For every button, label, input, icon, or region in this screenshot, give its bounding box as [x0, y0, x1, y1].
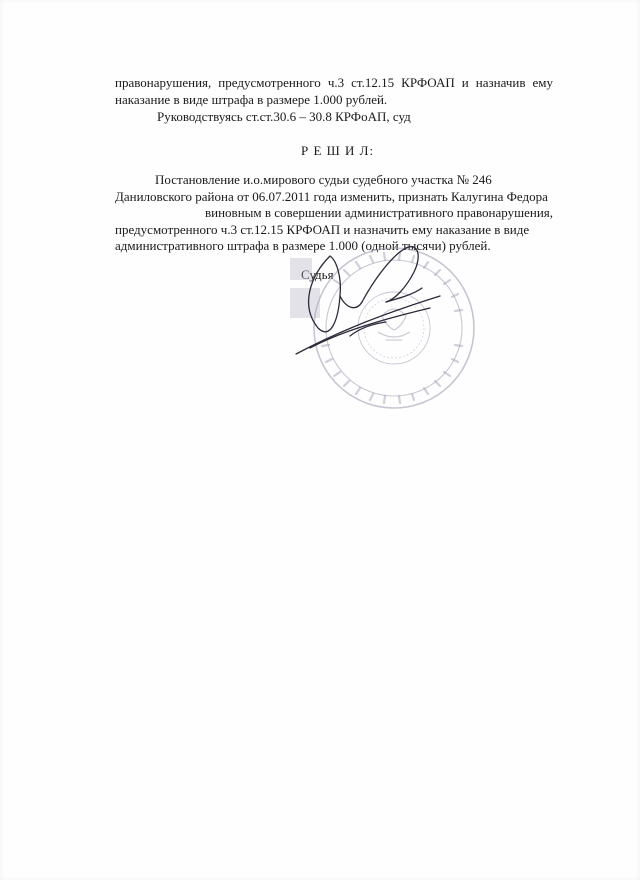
para1-line1: правонарушения, предусмотренного ч.3 ст.12.15 КРФОАП и назначив ему — [115, 75, 553, 90]
decision-heading: Р Е Ш И Л: — [301, 143, 375, 158]
decision-line2: Даниловского района от 06.07.2011 года изменить, признать Калугина Федора — [115, 189, 548, 204]
decision-line5: административного штрафа в размере 1.000 (одной тысячи) рублей. — [115, 238, 491, 253]
judge-label: Судья — [301, 267, 334, 282]
decision-line3: виновным в совершении административного правонарушения, — [205, 205, 554, 220]
decision-line4: предусмотренного ч.3 ст.12.15 КРФОАП и назначить ему наказание в виде — [115, 222, 530, 237]
decision-line1: Постановление и.о.мирового судьи судебного участка № 246 — [155, 172, 492, 187]
legal-basis-paragraph: Руководствуясь ст.ст.30.6 – 30.8 КРФоАП, суд — [157, 109, 411, 124]
judge-signature — [290, 236, 450, 366]
para1-line2: наказание в виде штрафа в размере 1.000 рублей. — [115, 92, 388, 107]
